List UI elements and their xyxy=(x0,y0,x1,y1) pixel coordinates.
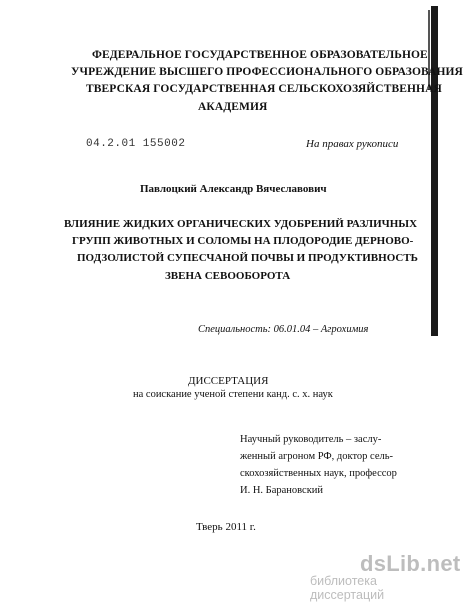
dslib-watermark-subtitle: библиотека диссертаций xyxy=(310,574,385,602)
supervisor-line-3: скохозяйственных наук, профессор xyxy=(240,468,397,479)
supervisor-line-1: Научный руководитель – заслу- xyxy=(240,434,382,445)
supervisor-line-2: женный агроном РФ, доктор сель- xyxy=(240,451,394,462)
scan-edge-shadow xyxy=(431,6,438,336)
title-line-1: ВЛИЯНИЕ ЖИДКИХ ОРГАНИЧЕСКИХ УДОБРЕНИЙ РАЗЛИЧНЫХ xyxy=(64,218,418,230)
institution-line-2: УЧРЕЖДЕНИЕ ВЫСШЕГО ПРОФЕССИОНАЛЬНОГО ОБРАЗОВАНИЯ xyxy=(71,66,463,78)
dslib-watermark-logo: dsLib.net xyxy=(360,551,461,576)
city-year: Тверь 2011 г. xyxy=(196,521,256,533)
scan-edge-line xyxy=(428,10,430,90)
title-line-4: ЗВЕНА СЕВООБОРОТА xyxy=(165,270,291,282)
document-type: ДИССЕРТАЦИЯ xyxy=(188,375,269,387)
supervisor-line-4: И. Н. Барановский xyxy=(240,485,324,496)
title-line-2: ГРУПП ЖИВОТНЫХ И СОЛОМЫ НА ПЛОДОРОДИЕ ДЕРНОВО- xyxy=(72,235,414,247)
specialty-line: Специальность: 06.01.04 – Агрохимия xyxy=(198,324,369,335)
registration-stamp-number: 04.2.01 155002 xyxy=(86,138,186,150)
degree-line: на соискание ученой степени канд. с. х. наук xyxy=(133,389,333,400)
institution-line-3: ТВЕРСКАЯ ГОСУДАРСТВЕННАЯ СЕЛЬСКОХОЗЯЙСТВЕННАЯ xyxy=(86,83,442,95)
title-line-3: ПОДЗОЛИСТОЙ СУПЕСЧАНОЙ ПОЧВЫ И ПРОДУКТИВНОСТЬ xyxy=(77,252,418,264)
author-name: Павлоцкий Александр Вячеславович xyxy=(140,183,327,195)
institution-line-4: АКАДЕМИЯ xyxy=(198,101,268,113)
institution-line-1: ФЕДЕРАЛЬНОЕ ГОСУДАРСТВЕННОЕ ОБРАЗОВАТЕЛЬНОЕ xyxy=(92,49,428,61)
rights-note: На правах рукописи xyxy=(306,138,399,150)
